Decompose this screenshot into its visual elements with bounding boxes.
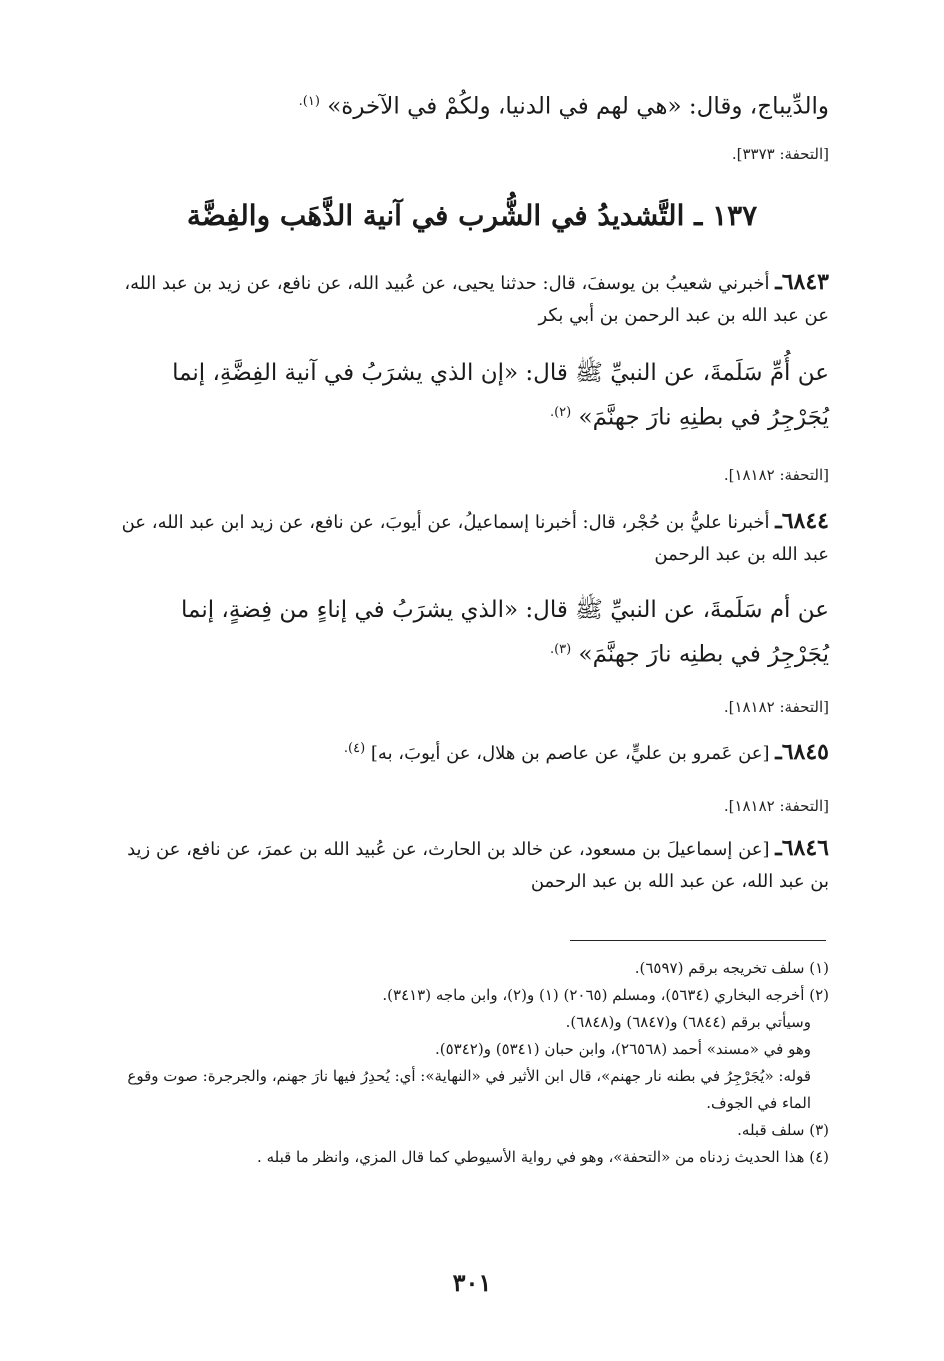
hadith-number: ٦٨٤٣ـ (775, 269, 829, 295)
hadith-number: ٦٨٤٦ـ (775, 835, 829, 861)
footnotes (117, 955, 829, 1171)
footnote-1: (١) سلف تخريجه برقم (٦٥٩٧). (634, 959, 829, 977)
hadith-6846 (117, 832, 829, 898)
hadith-6843-matn (117, 353, 829, 438)
hadith-chain-text: أخبرنا عليُّ بن حُجْر، قال: أخبرنا إسماعيلُ، عن أيوبَ، عن نافع، عن زيد ابن عبد الله، عن عبد الله بن عبد الرحمن (121, 512, 829, 565)
footnote-ref-3: (٣). (549, 642, 572, 657)
hadith-matn-text: عن أم سَلَمةَ، عن النبيِّ ﷺ قال: «الذي يشرَبُ في إناءٍ من فِضةٍ، إنما يُجَرْجِرُ في بطنِه نارَ جهنَّمَ» (181, 597, 829, 668)
footnote-divider (570, 940, 826, 941)
intro-text: والدِّيباج، وقال: «هي لهم في الدنيا، ولكُمْ في الآخرة» (327, 93, 829, 120)
hadith-chain-text: أخبرني شعيبُ بن يوسفَ، قال: حدثنا يحيى، عن عُبيد الله، عن نافع، عن زيد بن عبد الله، عن عبد الله بن عبد الرحمن بن أبي بكر (124, 273, 829, 326)
footnote-2-cont: وهو في «مسند» أحمد (٢٦٥٦٨)، وابن حبان (٥٣٤١) و(٥٣٤٢). (434, 1040, 811, 1058)
tuhfa-reference: [التحفة: ١٨١٨٢]. (723, 797, 829, 815)
footnote-ref-1: (١). (298, 94, 320, 109)
hadith-6843-chain (117, 266, 829, 332)
tuhfa-reference: [التحفة: ١٨١٨٢]. (723, 466, 829, 484)
footnote-2-cont: وسيأتي برقم (٦٨٤٤) و(٦٨٤٧) و(٦٨٤٨). (565, 1013, 811, 1031)
hadith-matn-text: عن أُمِّ سَلَمةَ، عن النبيِّ ﷺ قال: «إن الذي يشرَبُ في آنية الفِضَّةِ، إنما يُجَرْجِرُ في بطنِهِ نارَ جهنَّمَ» (172, 360, 829, 431)
hadith-6845 (117, 733, 829, 770)
hadith-number: ٦٨٤٤ـ (775, 508, 829, 534)
tuhfa-reference: [التحفة: ٣٣٧٣]. (731, 145, 829, 163)
hadith-6844-chain (117, 505, 829, 571)
hadith-text: [عن إسماعيلَ بن مسعود، عن خالد بن الحارث، عن عُبيد الله بن عمرَ، عن نافع، عن زيد بن عبد الله، عن عبد الله بن عبد الرحمن (127, 839, 829, 892)
footnote-3: (٣) سلف قبله. (737, 1121, 829, 1139)
chapter-heading (0, 196, 944, 236)
tuhfa-reference: [التحفة: ١٨١٨٢]. (723, 698, 829, 716)
hadith-6844-matn (117, 590, 829, 675)
hadith-number: ٦٨٤٥ـ (775, 739, 829, 765)
hadith-text: [عن عَمرو بن عليٍّ، عن عاصم بن هلال، عن أيوبَ، به] (370, 743, 770, 764)
footnote-2: (٢) أخرجه البخاري (٥٦٣٤)، ومسلم (٢٠٦٥) (١) و(٢)، وابن ماجه (٣٤١٣). (382, 986, 829, 1004)
footnote-ref-2: (٢). (549, 405, 572, 420)
intro-paragraph (117, 82, 829, 127)
footnote-ref-4: (٤). (343, 741, 366, 756)
footnote-2-gloss: قوله: «يُجَرْجِرُ في بطنه نار جهنم»، قال ابن الأثير في «النهاية»: أي: يُحدِرُ فيها نارَ جهنم، والجرجرة: صوت وقوع الماء في الجوف. (127, 1067, 811, 1112)
chapter-heading-text: ١٣٧ ـ التَّشديدُ في الشُّرب في آنية الذَّهَب والفِضَّة (186, 199, 758, 232)
footnote-4: (٤) هذا الحديث زدناه من «التحفة»، وهو في رواية الأسيوطي كما قال المزي، وانظر ما قبله . (257, 1148, 829, 1166)
page-number: ٣٠١ (452, 1268, 492, 1297)
